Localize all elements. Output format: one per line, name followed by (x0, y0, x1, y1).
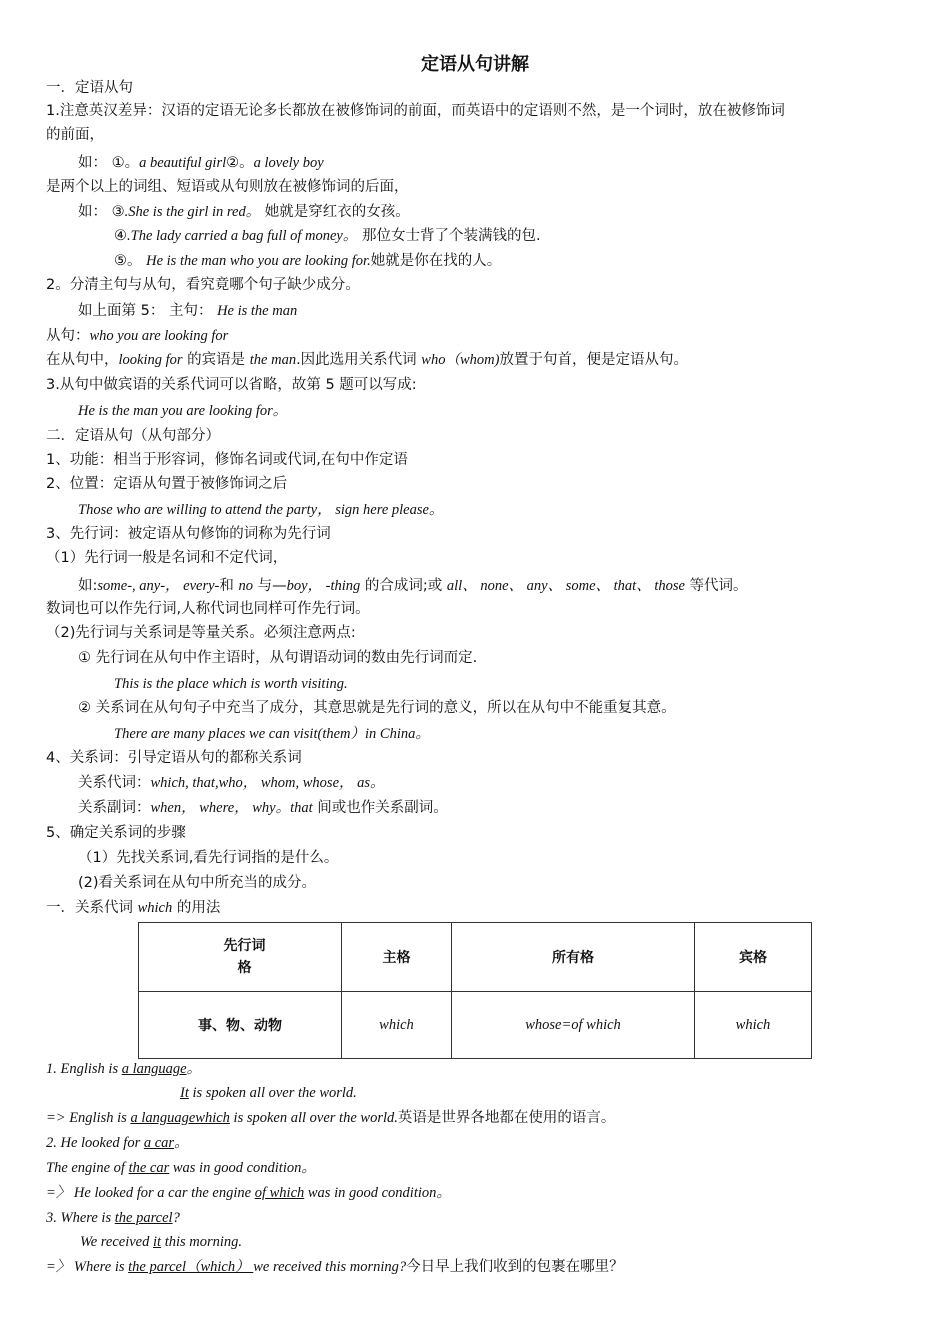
paragraph: 数词也可以作先行词,人称代词也同样可作先行词。 (46, 601, 370, 617)
example-en: a beautiful girl (139, 155, 227, 171)
example-zh: 她就是你在找的人。 (370, 253, 502, 269)
text-run: 的用法 (172, 900, 221, 916)
paragraph: 是两个以上的词组、短语或从句则放在被修饰词的后面， (46, 179, 409, 195)
text-run: We received (80, 1234, 153, 1250)
list-item (78, 798, 448, 818)
example-line (78, 576, 748, 596)
example-number: ⑤。 (114, 253, 142, 269)
text-run: 。 (186, 1061, 202, 1077)
list-item: ① 先行词在从句中作主语时，从句谓语动词的数由先行词而定. (78, 650, 478, 666)
relative-pronoun-table (138, 922, 812, 1059)
example-prefix: 如： (78, 204, 107, 220)
text-run: boy， -thing (286, 578, 361, 594)
text-run: which, that,who， whom, whose， as。 (150, 775, 385, 791)
example-en: There are many places we can visit(them）in China。 (114, 726, 430, 742)
paragraph: 的前面， (46, 127, 104, 143)
example-line (46, 1133, 189, 1153)
table-cell: whose=of which (452, 992, 695, 1059)
example-line (114, 226, 541, 246)
list-item: （2)先行词与关系词是等量关系。必须注意两点: (46, 625, 356, 641)
text-run: is spoken all over the world. (229, 1110, 398, 1126)
underlined-text: It (180, 1085, 189, 1101)
text-run: 关系代词： (78, 775, 151, 791)
section-heading-2: 二．定语从句（从句部分） (46, 428, 220, 444)
text-run: =〉 Where is (46, 1259, 129, 1275)
text-run: when， where， why。that (150, 800, 313, 816)
text-run: which (137, 900, 173, 916)
underlined-text: the parcel (114, 1210, 173, 1226)
list-item: （1）先行词一般是名词和不定代词， (46, 550, 288, 566)
example-en: He is the man you are looking for。 (78, 403, 288, 419)
text-run: 。 (174, 1135, 189, 1151)
text-run: 关系副词： (78, 800, 151, 816)
text-run: was in good condition。 (304, 1185, 451, 1201)
text-run: 3. Where is (46, 1210, 115, 1226)
example-line (46, 1108, 615, 1128)
text-run: some-, any-， every- (97, 578, 220, 594)
paragraph (46, 350, 688, 370)
underlined-text: of which (254, 1185, 305, 1201)
paragraph: 2。分清主句与从句，看究竟哪个句子缺少成分。 (46, 277, 360, 293)
example-en: He is the man (217, 303, 298, 319)
text-run: looking for (118, 352, 183, 368)
table-row (139, 992, 812, 1059)
table-cell: 事、物、动物 (139, 992, 342, 1059)
text-run: 一．关系代词 (46, 900, 138, 916)
underlined-text: it (153, 1234, 162, 1250)
example-zh: 从句： (46, 328, 90, 344)
text-run: the man (249, 352, 297, 368)
example-number: ④ (114, 228, 127, 244)
text-run: who（whom) (421, 352, 500, 368)
example-line (78, 153, 324, 173)
example-number: ①。 (111, 155, 140, 171)
section-heading-3 (46, 898, 220, 918)
text-run: 的宾语是 (182, 352, 250, 368)
example-number: ②。 (226, 155, 254, 171)
example-number: ③ (111, 204, 125, 220)
text-run: 如: (78, 578, 98, 594)
underlined-text: a languagewhich (130, 1110, 230, 1126)
example-line (46, 1257, 624, 1277)
list-item: (2)看关系词在从句中所充当的成分。 (78, 875, 317, 891)
text-run: is spoken all over the world. (188, 1085, 357, 1101)
section-heading-1: 一．定语从句 (46, 80, 133, 96)
paragraph: 3.从句中做宾语的关系代词可以省略，故第 5 题可以写成: (46, 377, 417, 393)
text-run: was in good condition。 (169, 1160, 316, 1176)
text-run: ? (172, 1210, 180, 1226)
example-en: who you are looking for (89, 328, 229, 344)
example-zh: 她就是穿红衣的女孩。 (260, 204, 410, 220)
table-header-cell: 主格 (342, 923, 452, 992)
example-en: a lovely boy (253, 155, 324, 171)
example-prefix: 如： (78, 155, 107, 171)
underlined-text: the parcel（which） (128, 1259, 254, 1275)
header-text: 格 (237, 960, 252, 976)
text-run: 间或也作关系副词。 (312, 800, 448, 816)
paragraph: 1.注意英汉差异：汉语的定语无论多长都放在被修饰词的前面，而英语中的定语则不然，是一个词时，放在被修饰词 (46, 103, 785, 119)
table-header-cell: 所有格 (452, 923, 695, 992)
text-run: 在从句中， (46, 352, 119, 368)
text-run: 的合成词;或 (360, 578, 447, 594)
text-run: 放置于句首，便是定语从句。 (499, 352, 688, 368)
text-run: 2. He looked for (46, 1135, 144, 1151)
text-run: => English is (46, 1110, 131, 1126)
example-en: He is the man who you are looking for. (146, 253, 371, 269)
example-line (78, 202, 410, 222)
text-run: no (238, 578, 253, 594)
example-zh: 如上面第 5： 主句： (78, 303, 213, 319)
text-run: =〉 He looked for a car the engine (46, 1185, 255, 1201)
example-line (180, 1083, 357, 1103)
text-run: The engine of (46, 1160, 129, 1176)
text-run: all、 none、 any、 some、 that、 those (446, 578, 685, 594)
list-item: 2、位置：定语从句置于被修饰词之后 (46, 476, 288, 492)
example-en: Those who are willing to attend the party， sign here please。 (78, 502, 444, 518)
list-item: 1、功能：相当于形容词，修饰名词或代词,在句中作定语 (46, 452, 408, 468)
text-run: this morning. (161, 1234, 243, 1250)
example-line (46, 1208, 180, 1228)
table-cell: which (342, 992, 452, 1059)
example-line (114, 251, 501, 271)
list-item: （1）先找关系词,看先行词指的是什么。 (78, 850, 339, 866)
text-run: .因此选用关系代词 (296, 352, 422, 368)
text-run: we received this morning? (253, 1259, 407, 1275)
list-item (78, 773, 385, 793)
example-en: .She is the girl in red。 (124, 204, 261, 220)
page-title: 定语从句讲解 (421, 54, 529, 75)
list-item: 3、先行词：被定语从句修饰的词称为先行词 (46, 526, 331, 542)
text-run: 1. English is (46, 1061, 122, 1077)
list-item: ② 关系词在从句句子中充当了成分，其意思就是先行词的意义，所以在从句中不能重复其意。 (78, 700, 676, 716)
text-run: 英语是世界各地都在使用的语言。 (397, 1110, 616, 1126)
example-line (46, 1183, 451, 1203)
underlined-text: a language (121, 1061, 187, 1077)
underlined-text: the car (128, 1160, 170, 1176)
list-item: 5、确定关系词的步骤 (46, 825, 186, 841)
example-line (46, 1158, 316, 1178)
example-en: This is the place which is worth visiting. (114, 676, 348, 692)
underlined-text: a car (143, 1135, 175, 1151)
table-header-cell (139, 923, 342, 992)
example-line (46, 1059, 201, 1079)
text-run: 和 (219, 578, 239, 594)
text-run: 等代词。 (684, 578, 748, 594)
example-zh: 那位女士背了个装满钱的包. (357, 228, 541, 244)
table-cell: which (695, 992, 812, 1059)
example-line (80, 1232, 242, 1252)
list-item: 4、关系词：引导定语从句的都称关系词 (46, 750, 302, 766)
text-run: 今日早上我们收到的包裹在哪里？ (406, 1259, 624, 1275)
text-run: 与— (252, 578, 287, 594)
example-line (78, 301, 297, 321)
header-text: 先行词 (223, 938, 266, 954)
table-header-row (139, 923, 812, 992)
example-line (46, 326, 228, 346)
table-header-cell: 宾格 (695, 923, 812, 992)
example-en: .The lady carried a bag full of money。 (127, 228, 358, 244)
